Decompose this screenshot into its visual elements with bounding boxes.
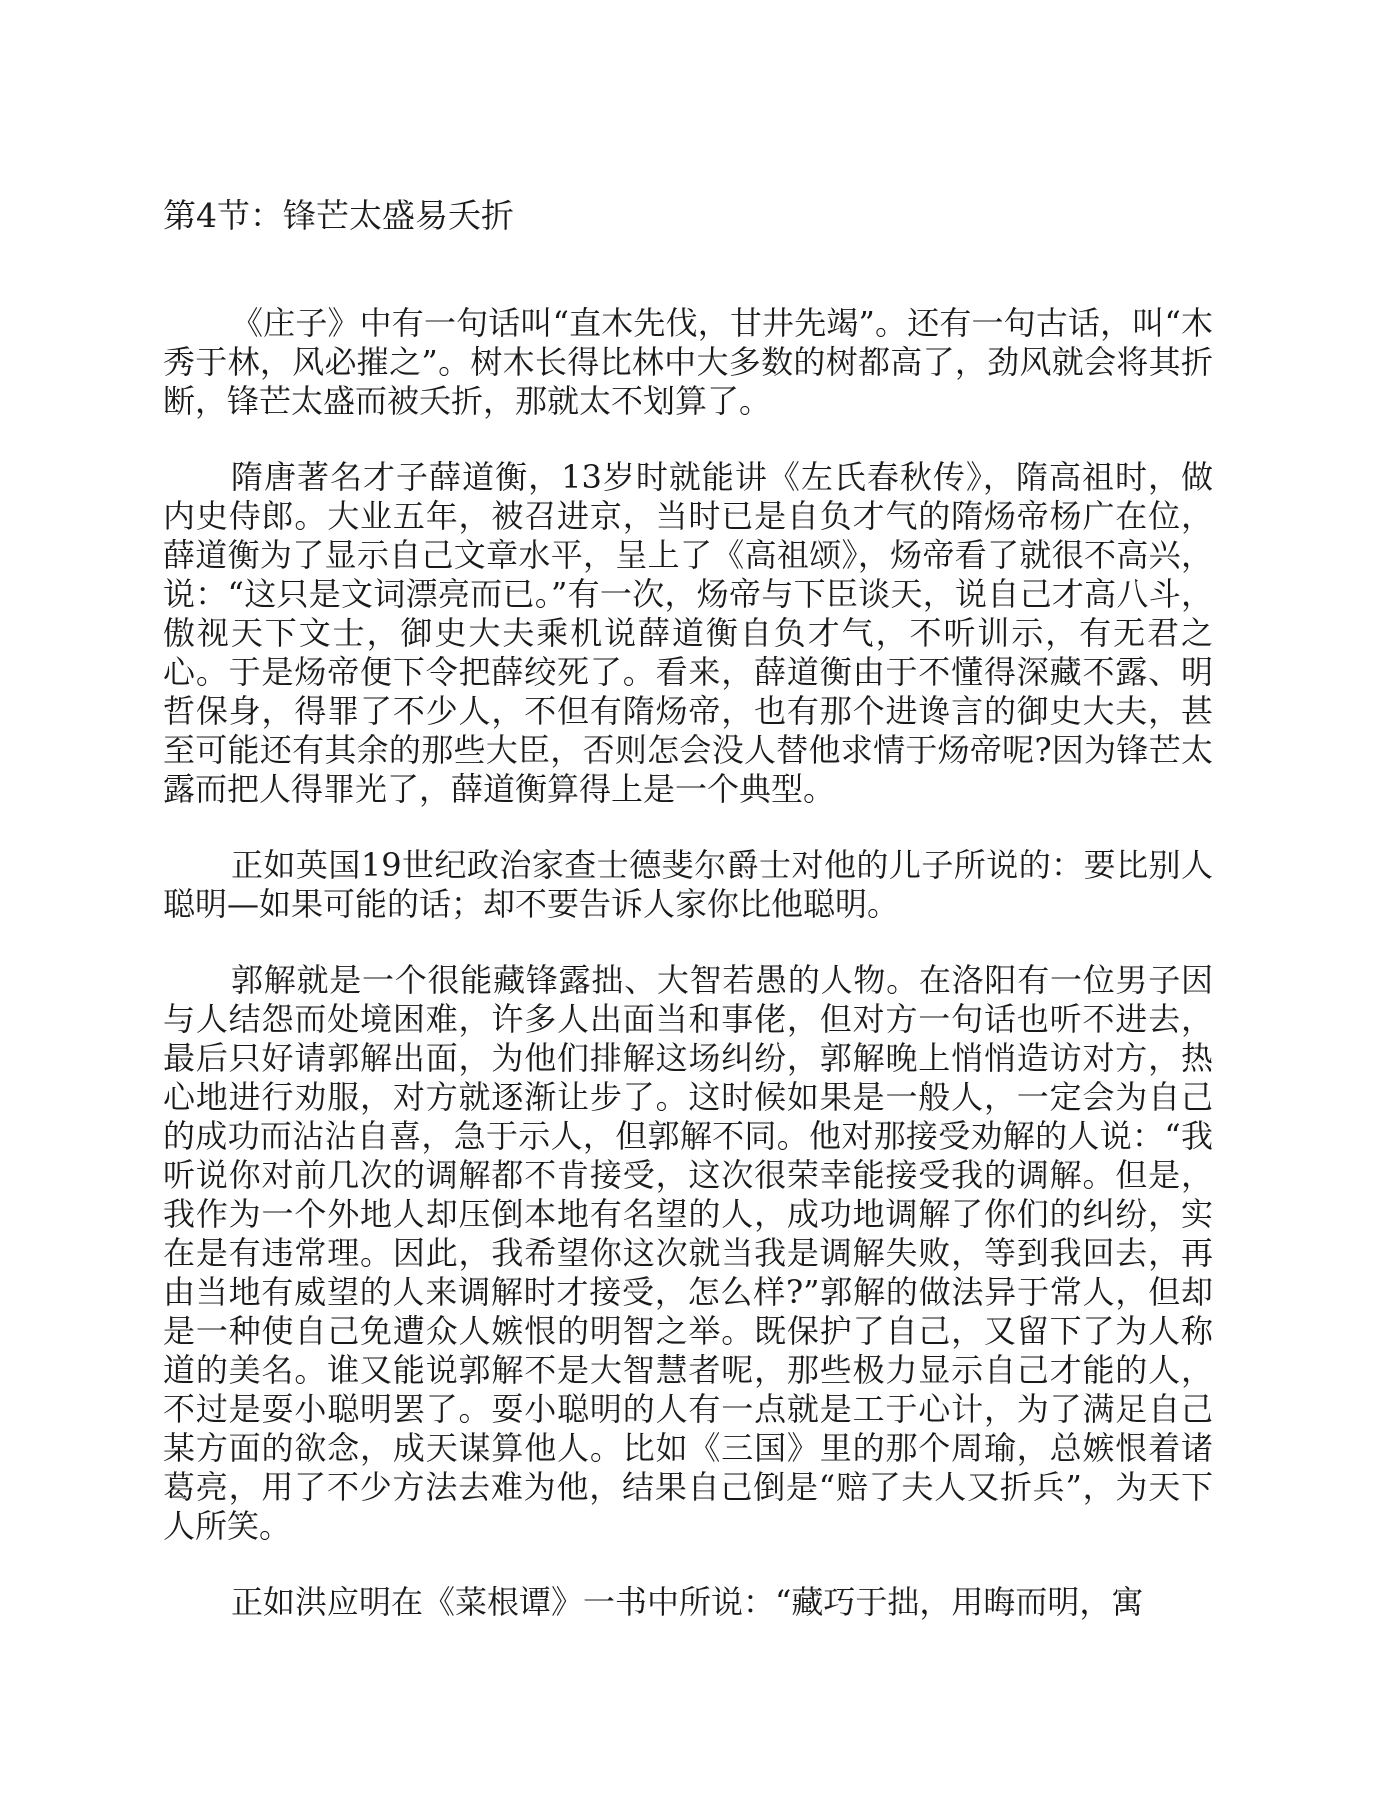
paragraph: 正如洪应明在《菜根谭》一书中所说：“藏巧于拙，用晦而明，寓 [231,1583,1144,1621]
document-body [163,304,1213,1659]
paragraph: 隋唐著名才子薛道衡，13岁时就能讲《左氏春秋传》，隋高祖时，做内史侍郎。大业五年，被召进京，当时已是自负才气的隋炀帝杨广在位，薛道衡为了显示自己文章水平，呈上了《高祖颂》，炀帝看了就很不高兴，说：“这只是文词漂亮而已。”有一次，炀帝与下臣谈天，说自己才高八斗，傲视天下文士，御史大夫乘机说薛道衡自负才气，不听训示，有无君之心。于是炀帝便下令把薛绞死了。看来，薛道衡由于不懂得深藏不露、明哲保身，得罪了不少人，不但有隋炀帝，也有那个进谗言的御史大夫，甚至可能还有其余的那些大臣，否则怎会没人替他求情于炀帝呢?因为锋芒太露而把人得罪光了，薛道衡算得上是一个典型。 [163,458,1213,808]
paragraph: 郭解就是一个很能藏锋露拙、大智若愚的人物。在洛阳有一位男子因与人结怨而处境困难，许多人出面当和事佬，但对方一句话也听不进去，最后只好请郭解出面，为他们排解这场纠纷，郭解晚上悄悄造访对方，热心地进行劝服，对方就逐渐让步了。这时候如果是一般人，一定会为自己的成功而沾沾自喜，急于示人，但郭解不同。他对那接受劝解的人说：“我听说你对前几次的调解都不肯接受，这次很荣幸能接受我的调解。但是，我作为一个外地人却压倒本地有名望的人，成功地调解了你们的纠纷，实在是有违常理。因此，我希望你这次就当我是调解失败，等到我回去，再由当地有威望的人来调解时才接受，怎么样?”郭解的做法异于常人，但却是一种使自己免遭众人嫉恨的明智之举。既保护了自己，又留下了为人称道的美名。谁又能说郭解不是大智慧者呢，那些极力显示自己才能的人，不过是耍小聪明罢了。耍小聪明的人有一点就是工于心计，为了满足自己某方面的欲念，成天谋算他人。比如《三国》里的那个周瑜，总嫉恨着诸葛亮，用了不少方法去难为他，结果自己倒是“赔了夫人又折兵”，为天下人所笑。 [163,961,1213,1545]
section-title: 第4节：锋芒太盛易夭折 [163,196,514,235]
paragraph: 正如英国19世纪政治家查士德斐尔爵士对他的儿子所说的：要比别人聪明—如果可能的话；却不要告诉人家你比他聪明。 [163,846,1213,923]
paragraph: 《庄子》中有一句话叫“直木先伐，甘井先竭”。还有一句古话，叫“木秀于林，风必摧之”。树木长得比林中大多数的树都高了，劲风就会将其折断，锋芒太盛而被夭折，那就太不划算了。 [163,304,1213,420]
